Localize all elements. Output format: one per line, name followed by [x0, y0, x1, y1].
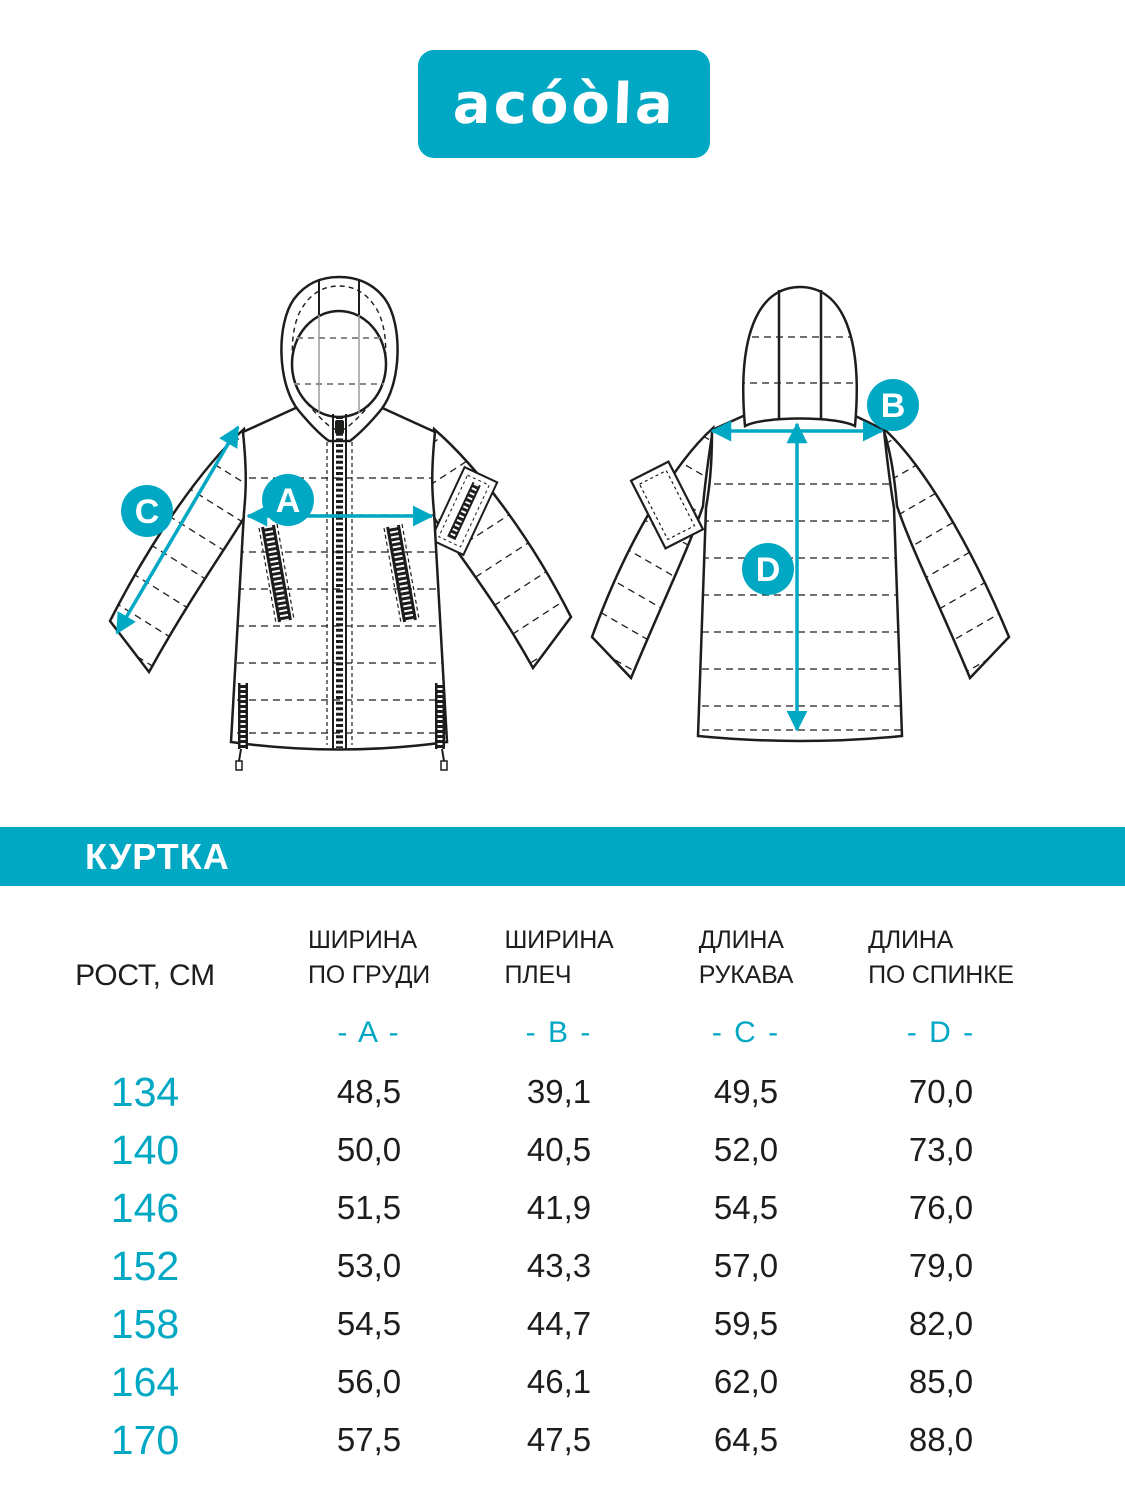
sleeve-value: 49,5 — [713, 1073, 779, 1110]
shoulder-value: 39,1 — [526, 1073, 592, 1110]
shoulder-value: 47,5 — [526, 1421, 592, 1458]
column-header-sleeve-line1: ДЛИНА — [698, 926, 784, 954]
letter-label-b: - B - — [525, 1016, 593, 1049]
jacket-technical-drawing — [0, 255, 1125, 775]
height-value: 164 — [110, 1358, 180, 1405]
sleeve-value: 57,0 — [713, 1247, 779, 1284]
table-row — [0, 1121, 1125, 1179]
measure-letter-c: C — [134, 493, 160, 531]
column-header-shoulder-line1: ШИРИНА — [504, 926, 614, 954]
table-row — [0, 1237, 1125, 1295]
chest-value: 56,0 — [336, 1363, 402, 1400]
table-row — [0, 1063, 1125, 1121]
letter-label-a: - A - — [337, 1016, 401, 1049]
column-header-shoulder — [448, 923, 670, 993]
chest-value: 57,5 — [336, 1421, 402, 1458]
measure-letter-b: B — [880, 387, 906, 425]
chest-value: 51,5 — [336, 1189, 402, 1226]
product-banner — [0, 827, 1125, 886]
column-header-back-line1: ДЛИНА — [868, 926, 954, 954]
measure-letter-d: D — [755, 551, 781, 589]
chest-value: 53,0 — [336, 1247, 402, 1284]
brand-logo — [418, 50, 710, 158]
letter-label-d: - D - — [906, 1016, 976, 1049]
height-value: 134 — [110, 1068, 180, 1115]
column-header-chest-line2: ПО ГРУДИ — [307, 961, 431, 989]
back-value: 73,0 — [908, 1131, 974, 1168]
chest-value: 48,5 — [336, 1073, 402, 1110]
back-value: 79,0 — [908, 1247, 974, 1284]
back-value: 85,0 — [908, 1363, 974, 1400]
letter-labels-row — [0, 993, 1125, 1063]
column-header-shoulder-line2: ПЛЕЧ — [504, 961, 572, 989]
table-row — [0, 1411, 1125, 1469]
chest-value: 54,5 — [336, 1305, 402, 1342]
height-column-header: РОСТ, СМ — [75, 959, 215, 992]
size-table — [0, 903, 1125, 1469]
measure-letter-a: A — [275, 482, 301, 520]
letter-label-c: - C - — [711, 1016, 781, 1049]
brand-logo-text: acóòla — [451, 71, 677, 137]
chest-value: 50,0 — [336, 1131, 402, 1168]
shoulder-value: 43,3 — [526, 1247, 592, 1284]
table-header-row — [0, 903, 1125, 993]
column-header-chest-line1: ШИРИНА — [307, 926, 418, 954]
sleeve-value: 64,5 — [713, 1421, 779, 1458]
shoulder-value: 46,1 — [526, 1363, 592, 1400]
sleeve-value: 59,5 — [713, 1305, 779, 1342]
back-value: 70,0 — [908, 1073, 974, 1110]
height-value: 140 — [110, 1126, 180, 1173]
height-value: 152 — [110, 1242, 180, 1289]
back-value: 76,0 — [908, 1189, 974, 1226]
sleeve-value: 52,0 — [713, 1131, 779, 1168]
back-value: 88,0 — [908, 1421, 974, 1458]
sleeve-value: 54,5 — [713, 1189, 779, 1226]
table-row — [0, 1353, 1125, 1411]
column-header-sleeve — [670, 923, 822, 993]
shoulder-value: 40,5 — [526, 1131, 592, 1168]
jacket-diagrams — [0, 255, 1125, 775]
table-row — [0, 1295, 1125, 1353]
column-header-chest — [290, 923, 448, 993]
product-title: КУРТКА — [85, 835, 230, 877]
back-value: 82,0 — [908, 1305, 974, 1342]
shoulder-value: 44,7 — [526, 1305, 592, 1342]
shoulder-value: 41,9 — [526, 1189, 592, 1226]
column-header-back — [822, 923, 1060, 993]
height-value: 170 — [110, 1416, 180, 1463]
column-header-sleeve-line2: РУКАВА — [698, 961, 794, 989]
column-header-back-line2: ПО СПИНКЕ — [868, 961, 1014, 989]
table-row — [0, 1179, 1125, 1237]
sleeve-value: 62,0 — [713, 1363, 779, 1400]
height-value: 146 — [110, 1184, 180, 1231]
height-value: 158 — [110, 1300, 180, 1347]
